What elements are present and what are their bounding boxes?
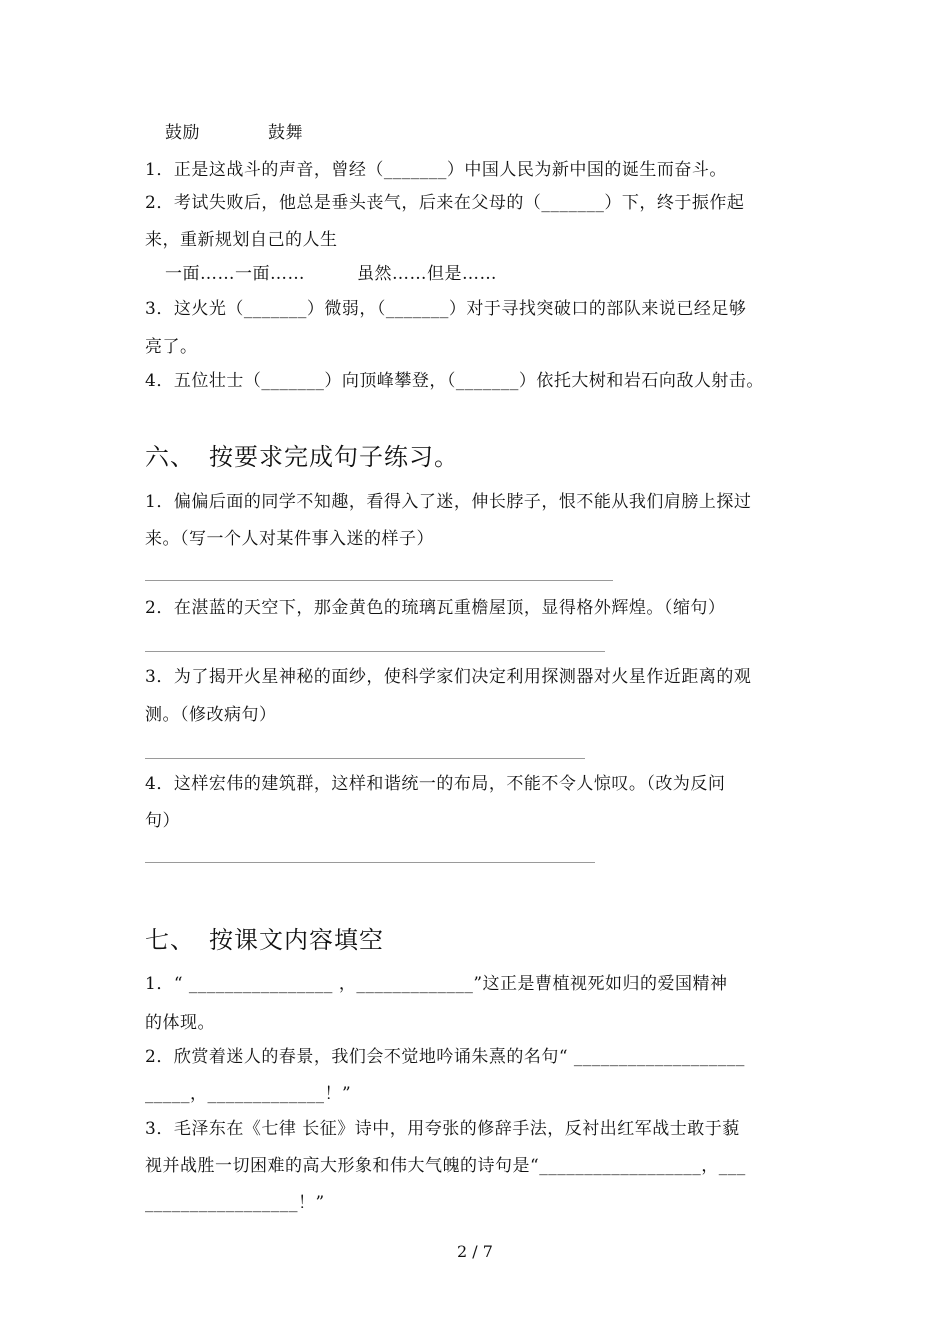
question-text: 4．五位壮士（_______）向顶峰攀登，（_______）依托大树和岩石向敌人射击。 (145, 371, 764, 391)
question-text: 视并战胜一切困难的高大形象和伟大气魄的诗句是“__________________，___ (145, 1156, 746, 1176)
word-pair-2 (165, 262, 497, 286)
question-text: 3．毛泽东在《七律 长征》诗中，用夸张的修辞手法，反衬出红军战士敢于藐 (145, 1119, 740, 1139)
question-text: _____，_____________！” (145, 1084, 352, 1104)
question-text: 亮了。 (145, 337, 198, 357)
question-text: 1．正是这战斗的声音，曾经（_______）中国人民为新中国的诞生而奋斗。 (145, 160, 727, 180)
word-option: 鼓舞 (268, 123, 303, 143)
section-number: 七、 (145, 926, 195, 954)
question-text: 2．考试失败后，他总是垂头丧气，后来在父母的（_______）下，终于振作起 (145, 193, 745, 213)
section-number: 六、 (145, 443, 195, 471)
question-text: 1．偏偏后面的同学不知趣，看得入了迷，伸长脖子，恨不能从我们肩膀上探过 (145, 492, 752, 512)
question-text: 2．欣赏着迷人的春景，我们会不觉地吟诵朱熹的名句“ ___________________ (145, 1047, 745, 1067)
answer-line[interactable] (145, 758, 585, 759)
question-text: 2．在湛蓝的天空下，那金黄色的琉璃瓦重檐屋顶，显得格外辉煌。（缩句） (145, 598, 726, 618)
answer-line[interactable] (145, 651, 605, 652)
question-text: 4．这样宏伟的建筑群，这样和谐统一的布局，不能不令人惊叹。（改为反问 (145, 774, 726, 794)
question-text: 的体现。 (145, 1013, 215, 1033)
question-text: _________________！” (145, 1193, 325, 1213)
word-option: 鼓励 (165, 123, 200, 143)
answer-line[interactable] (145, 580, 613, 581)
question-text: 来，重新规划自己的人生 (145, 230, 338, 250)
question-text: 测。（修改病句） (145, 705, 277, 725)
word-option: 虽然……但是…… (357, 264, 497, 284)
word-pair-1 (165, 121, 303, 145)
section-title: 按课文内容填空 (209, 926, 384, 954)
question-text: 句） (145, 811, 180, 831)
answer-line[interactable] (145, 862, 595, 863)
page-number: 2 / 7 (457, 1242, 493, 1261)
question-text: 来。（写一个人对某件事入迷的样子） (145, 529, 434, 549)
question-text: 3．为了揭开火星神秘的面纱，使科学家们决定利用探测器对火星作近距离的观 (145, 667, 752, 687)
section-heading (145, 920, 384, 955)
question-text: 1．“ ________________ ，_____________”这正是曹植视死如归的爱国精神 (145, 974, 728, 994)
section-title: 按要求完成句子练习。 (209, 443, 459, 471)
word-option: 一面……一面…… (165, 264, 305, 284)
section-heading (145, 437, 459, 472)
question-text: 3．这火光（_______）微弱，（_______）对于寻找突破口的部队来说已经足够 (145, 299, 747, 319)
